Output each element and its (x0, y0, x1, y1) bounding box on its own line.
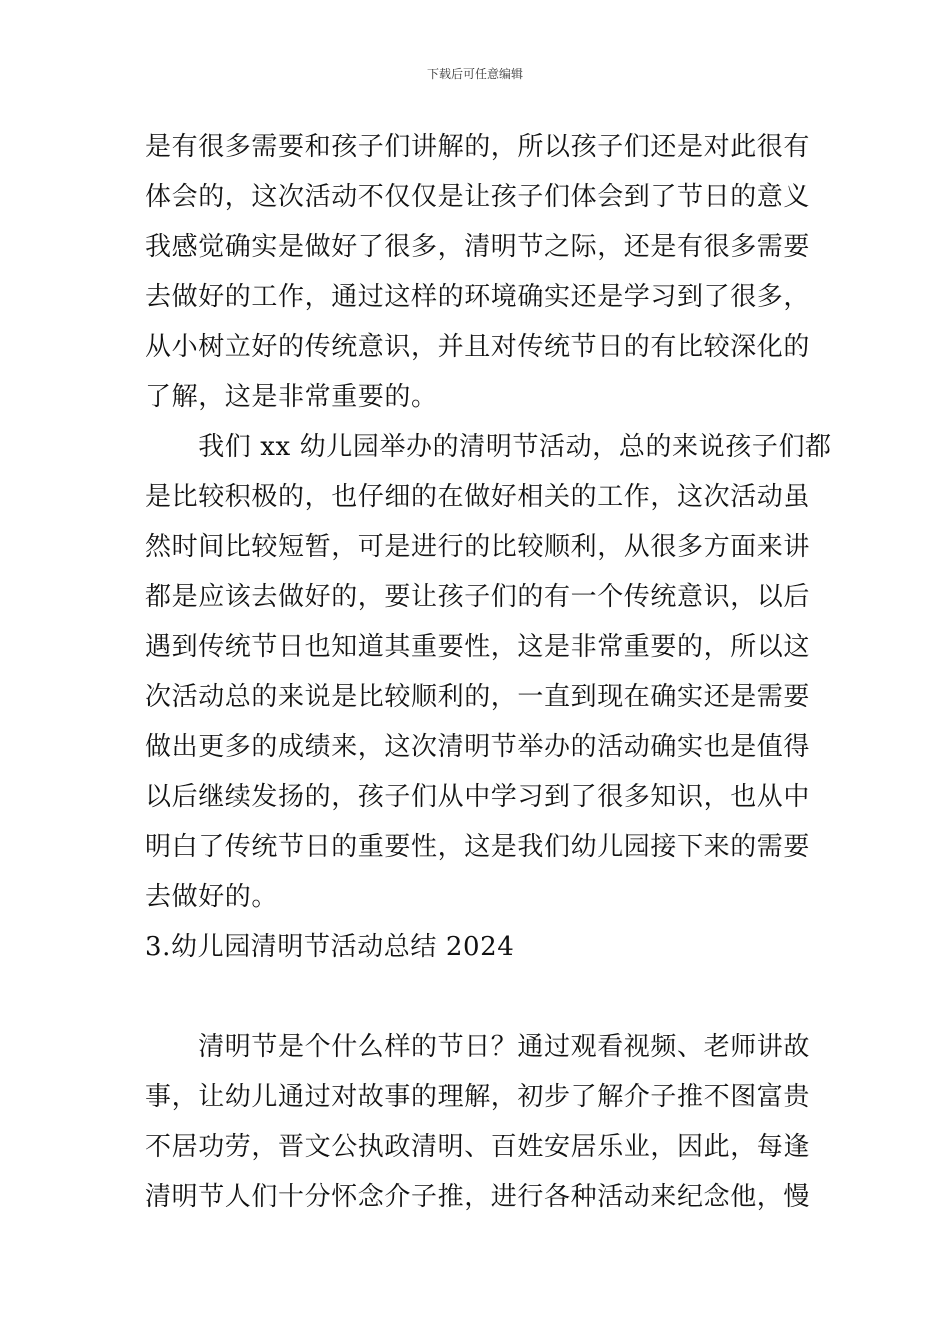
body-line: 去做好的工作，通过这样的环境确实还是学习到了很多， (145, 282, 811, 312)
paragraph-first-line: 清明节是个什么样的节日？通过观看视频、老师讲故 (145, 1032, 811, 1062)
body-line: 明白了传统节日的重要性，这是我们幼儿园接下来的需要 (145, 832, 811, 862)
body-line: 体会的，这次活动不仅仅是让孩子们体会到了节日的意义 (145, 182, 811, 212)
body-line: 遇到传统节日也知道其重要性，这是非常重要的，所以这 (145, 632, 811, 662)
body-line: 我感觉确实是做好了很多，清明节之际，还是有很多需要 (145, 232, 811, 262)
body-line: 去做好的。 (145, 882, 279, 912)
paragraph-first-line: 我们 xx 幼儿园举办的清明节活动，总的来说孩子们都 (145, 432, 832, 462)
body-line: 事，让幼儿通过对故事的理解，初步了解介子推不图富贵 (145, 1082, 811, 1112)
body-line: 都是应该去做好的，要让孩子们的有一个传统意识，以后 (145, 582, 811, 612)
body-line: 然时间比较短暂，可是进行的比较顺利，从很多方面来讲 (145, 532, 811, 562)
body-line: 从小树立好的传统意识，并且对传统节日的有比较深化的 (145, 332, 811, 362)
body-line: 清明节人们十分怀念介子推，进行各种活动来纪念他，慢 (145, 1182, 811, 1212)
body-line: 是比较积极的，也仔细的在做好相关的工作，这次活动虽 (145, 482, 811, 512)
page-header: 下载后可任意编辑 (426, 67, 523, 81)
body-line: 次活动总的来说是比较顺利的，一直到现在确实还是需要 (145, 682, 811, 712)
body-line: 不居功劳，晋文公执政清明、百姓安居乐业，因此，每逢 (145, 1132, 811, 1162)
section-heading: 3.幼儿园清明节活动总结 2024 (145, 932, 515, 962)
body-line: 做出更多的成绩来，这次清明节举办的活动确实也是值得 (145, 732, 811, 762)
body-line: 了解，这是非常重要的。 (145, 382, 438, 412)
body-line: 是有很多需要和孩子们讲解的，所以孩子们还是对此很有 (145, 132, 811, 162)
body-line: 以后继续发扬的，孩子们从中学习到了很多知识，也从中 (145, 782, 811, 812)
